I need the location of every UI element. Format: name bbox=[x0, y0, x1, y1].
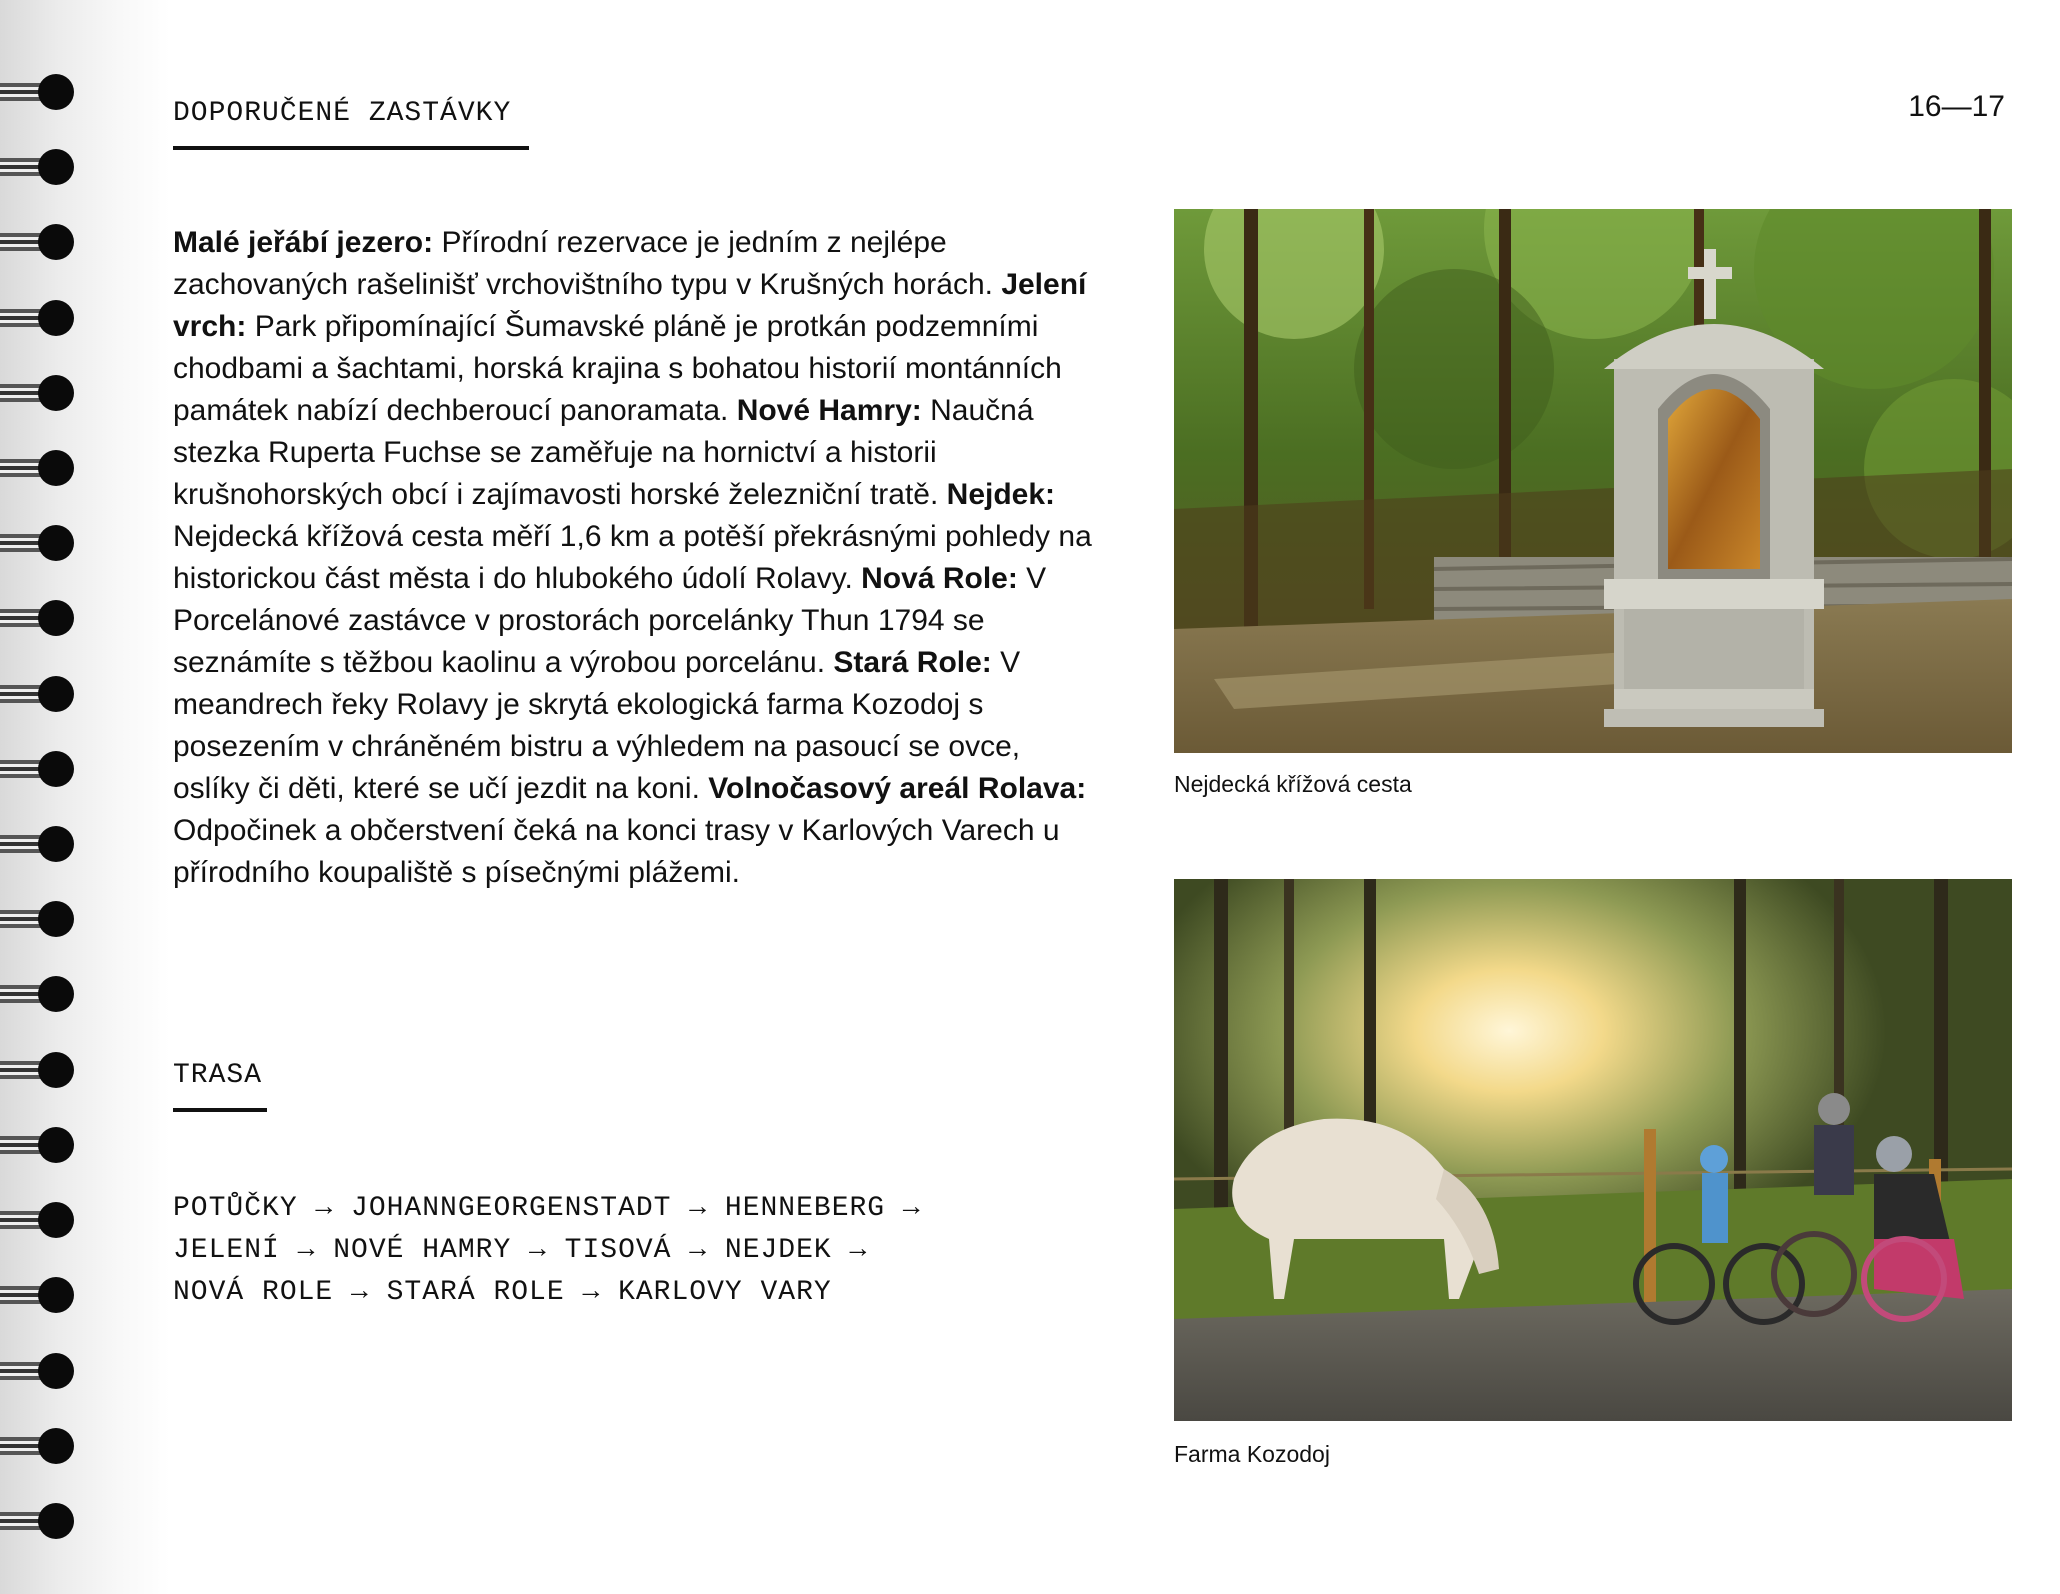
spiral-ring bbox=[0, 448, 80, 488]
farm-photo bbox=[1174, 879, 2012, 1421]
stop-name: Nejdek: bbox=[946, 478, 1056, 511]
page-number: 16—17 bbox=[1908, 90, 2005, 123]
spiral-ring bbox=[0, 222, 80, 262]
notebook-spine bbox=[0, 0, 170, 1594]
spiral-ring bbox=[0, 899, 80, 939]
farm-photo-caption: Farma Kozodoj bbox=[1174, 1441, 1330, 1467]
spiral-ring bbox=[0, 298, 80, 338]
spiral-ring bbox=[0, 1200, 80, 1240]
stop-description: V meandrech řeky Rolavy je skrytá ekologická farma Kozodoj s posezením v chráněném bistru a výhledem na pasoucí se ovce, oslíky či děti, které se učí jezdit na koni. bbox=[173, 646, 1021, 805]
route-list bbox=[173, 1188, 1073, 1314]
route-line: NOVÁ ROLE → STARÁ ROLE → KARLOVY VARY bbox=[173, 1277, 832, 1308]
spiral-ring bbox=[0, 1426, 80, 1466]
stop-name: Nové Hamry: bbox=[736, 394, 922, 427]
section-title-underline bbox=[173, 146, 529, 150]
section-title: DOPORUČENÉ ZASTÁVKY bbox=[173, 98, 512, 129]
spiral-ring bbox=[0, 974, 80, 1014]
stops-paragraph bbox=[173, 222, 1093, 894]
stop-name: Nová Role: bbox=[861, 562, 1018, 595]
spiral-ring bbox=[0, 824, 80, 864]
route-line: POTŮČKY → JOHANNGEORGENSTADT → HENNEBERG → bbox=[173, 1193, 921, 1224]
spiral-ring bbox=[0, 1125, 80, 1165]
spiral-ring bbox=[0, 1275, 80, 1315]
spiral-ring bbox=[0, 523, 80, 563]
stop-name: Stará Role: bbox=[833, 646, 992, 679]
spiral-ring bbox=[0, 1050, 80, 1090]
chapel-image bbox=[1174, 209, 2012, 753]
spiral-ring bbox=[0, 598, 80, 638]
spiral-ring bbox=[0, 72, 80, 112]
stop-description: V Porcelánové zastávce v prostorách porcelánky Thun 1794 se seznámíte s těžbou kaolinu a výrobou porcelánu. bbox=[173, 562, 1047, 679]
spiral-ring bbox=[0, 674, 80, 714]
route-line: JELENÍ → NOVÉ HAMRY → TISOVÁ → NEJDEK → bbox=[173, 1235, 868, 1266]
stop-name: Volnočasový areál Rolava: bbox=[708, 772, 1087, 805]
stop-description: Přírodní rezervace je jedním z nejlépe zachovaných rašelinišť vrchovištního typu v Krušných horách. bbox=[173, 226, 1002, 301]
spiral-ring bbox=[0, 1501, 80, 1541]
chapel-photo bbox=[1174, 209, 2012, 753]
stop-description: Nejdecká křížová cesta měří 1,6 km a potěší překrásnými pohledy na historickou část města i do hlubokého údolí Rolavy. bbox=[173, 520, 1092, 595]
farm-image bbox=[1174, 879, 2012, 1421]
route-title: TRASA bbox=[173, 1060, 263, 1091]
spiral-ring bbox=[0, 147, 80, 187]
chapel-photo-caption: Nejdecká křížová cesta bbox=[1174, 771, 1412, 797]
spiral-ring bbox=[0, 749, 80, 789]
stop-description: Park připomínající Šumavské pláně je protkán podzemními chodbami a šachtami, horská krajina s bohatou historií montánních památek nabízí dechberoucí panoramata. bbox=[173, 310, 1062, 427]
stop-name: Malé jeřábí jezero: bbox=[173, 226, 434, 259]
route-title-underline bbox=[173, 1108, 267, 1112]
spiral-ring bbox=[0, 373, 80, 413]
stop-description: Odpočinek a občerstvení čeká na konci trasy v Karlových Varech u přírodního koupaliště s písečnými plážemi. bbox=[173, 814, 1060, 889]
stop-name: Jelení vrch: bbox=[173, 268, 1087, 343]
spiral-ring bbox=[0, 1351, 80, 1391]
stop-description: Naučná stezka Ruperta Fuchse se zaměřuje na hornictví a historii krušnohorských obcí i zajímavosti horské železniční tratě. bbox=[173, 394, 1034, 511]
